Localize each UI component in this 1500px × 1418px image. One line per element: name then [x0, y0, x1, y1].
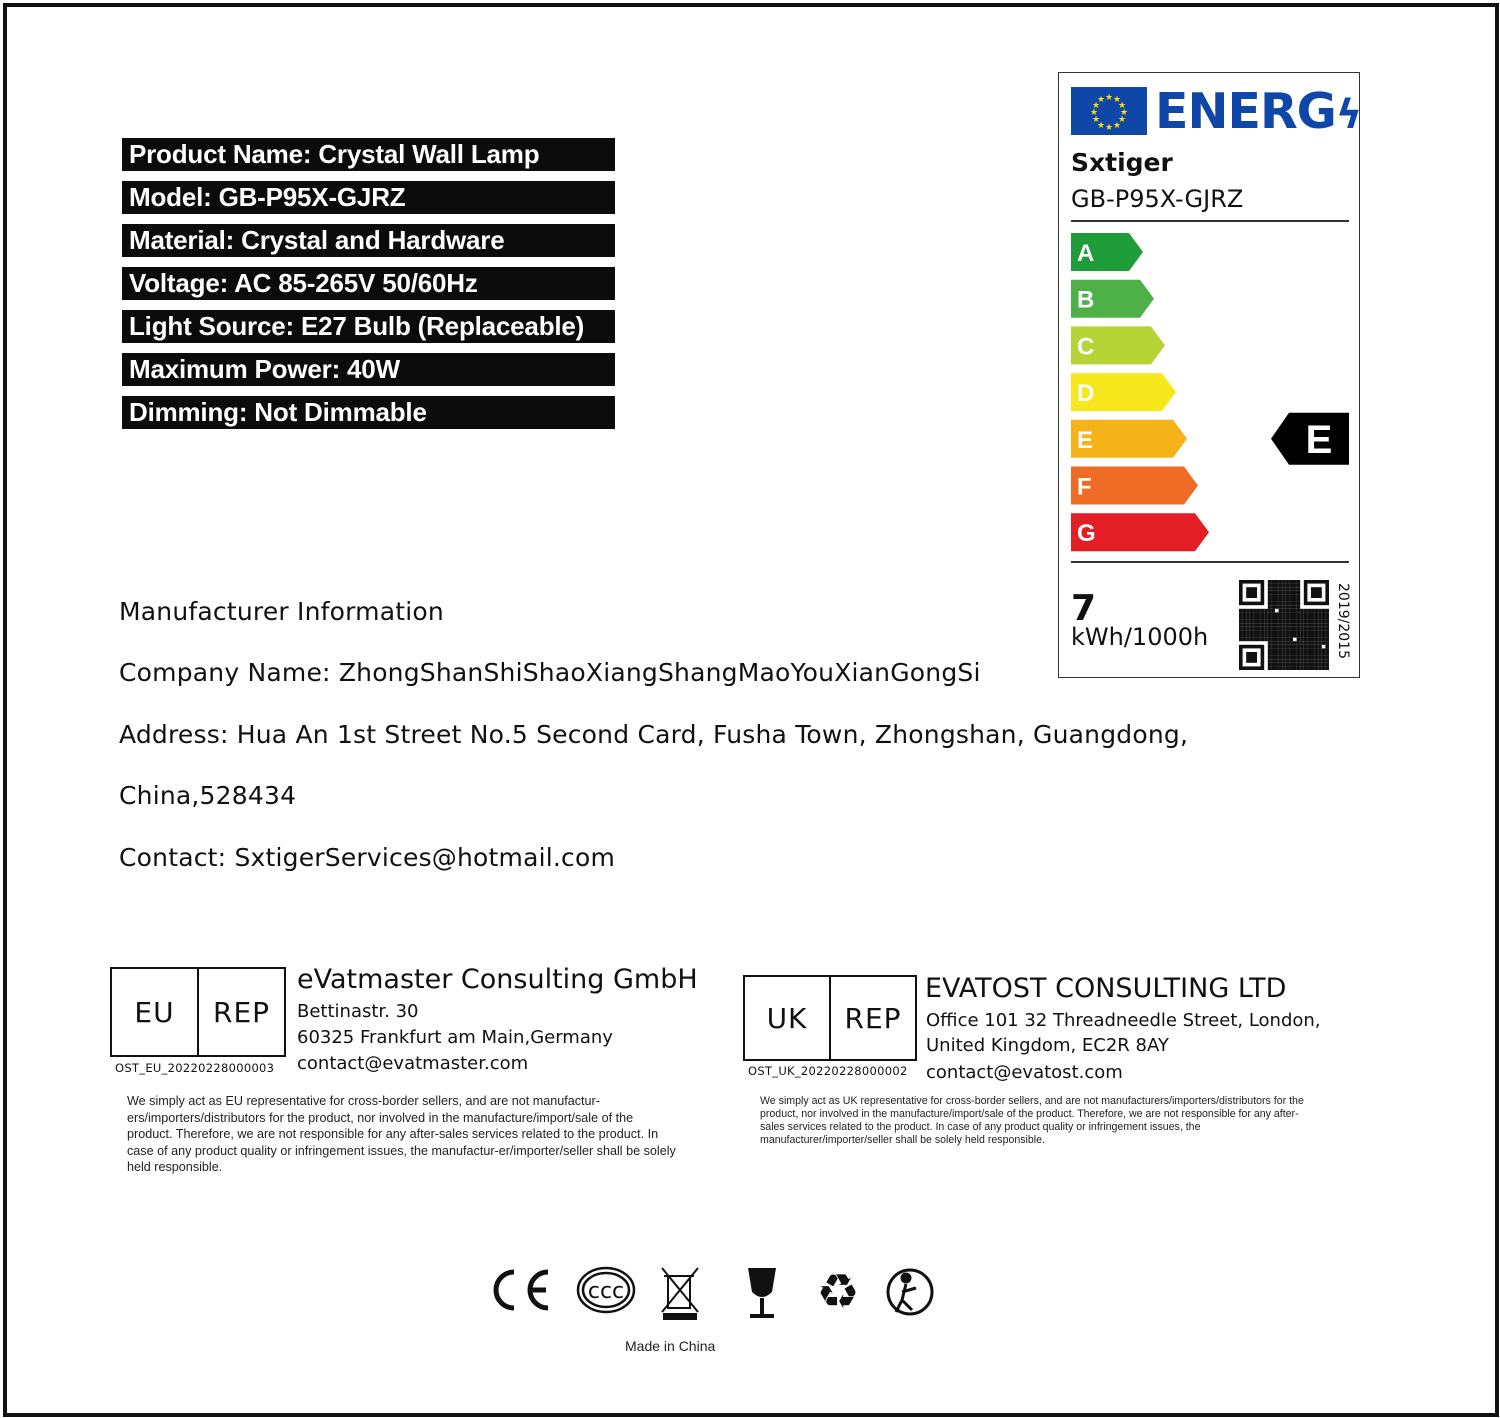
svg-text:ccc: ccc — [587, 1279, 625, 1304]
spec-material: Material: Crystal and Hardware — [122, 224, 615, 257]
spec-product-name: Product Name: Crystal Wall Lamp — [122, 138, 615, 171]
svg-text:★: ★ — [1117, 115, 1127, 125]
energy-class-letter-g: G — [1077, 520, 1096, 548]
uk-rep-box — [743, 975, 917, 1061]
contact — [119, 843, 615, 872]
eu-rep-code: OST_EU_20220228000003 — [115, 1061, 275, 1075]
uk-rep-box-right: REP — [829, 977, 915, 1059]
address — [119, 720, 1188, 749]
consumption-value: 7 — [1071, 588, 1097, 629]
energy-rating-letter: E — [1305, 417, 1333, 462]
svg-text:★: ★ — [1096, 121, 1106, 131]
uk-rep-city: United Kingdom, EC2R 8AY — [926, 1035, 1169, 1056]
spec-light-source: Light Source: E27 Bulb (Replaceable) — [122, 310, 615, 343]
svg-text:★: ★ — [1089, 108, 1099, 118]
address-label: Address — [119, 720, 220, 749]
eu-rep-box-left: EU — [134, 995, 175, 1029]
regulation-number: 2019/2015 — [1335, 583, 1351, 659]
energy-class-letter-b: B — [1077, 286, 1095, 314]
energy-class-letter-c: C — [1077, 333, 1095, 361]
uk-rep-box-left: UK — [766, 1001, 808, 1035]
qr-code-icon — [1239, 580, 1329, 670]
eu-rep-street: Bettinastr. 30 — [297, 1001, 419, 1022]
eu-rep-disclaimer: We simply act as EU representative for cross-border sellers, and are not manufactur-ers/importers/distributors for the product, nor involved in the manufacture/import/sale of the product. Therefore, we are not responsible for any after-sales services related to the product. In case of any product quality or infringement issues, the manufactur-er/importer/seller shall be solely held responsible. — [127, 1094, 676, 1174]
energy-class-letter-d: D — [1077, 380, 1095, 408]
company-label: Company Name — [119, 658, 323, 687]
ccc-mark-icon — [578, 1268, 634, 1312]
energy-class-letter-f: F — [1077, 473, 1092, 501]
manufacturer-heading: Manufacturer Information — [119, 597, 444, 626]
svg-text:★: ★ — [1091, 115, 1101, 125]
svg-text:♻: ♻ — [816, 1264, 860, 1320]
consumption-unit: kWh/1000h — [1071, 623, 1209, 651]
contact-value: : SxtigerServices@hotmail.com — [217, 843, 616, 872]
uk-rep-email: contact@evatost.com — [926, 1062, 1123, 1083]
energy-class-letter-a: A — [1077, 240, 1095, 267]
recycle-icon — [816, 1264, 859, 1320]
energy-header — [1155, 83, 1361, 140]
energy-header-text: ENERG — [1155, 83, 1336, 140]
uk-rep-code: OST_UK_20220228000002 — [748, 1064, 908, 1078]
spec-dimming: Dimming: Not Dimmable — [122, 396, 615, 429]
svg-text:★: ★ — [1112, 95, 1122, 105]
tidyman-icon — [888, 1270, 932, 1314]
energy-class-scale — [1071, 233, 1351, 553]
contact-label: Contact — [119, 843, 218, 872]
svg-text:★: ★ — [1119, 108, 1129, 118]
eu-rep-email: contact@evatmaster.com — [297, 1053, 529, 1074]
address-value: : Hua An 1st Street No.5 Second Card, Fusha Town, Zhongshan, Guangdong, — [219, 720, 1189, 749]
lightning-icon: ϟ — [1335, 92, 1362, 138]
svg-text:★: ★ — [1096, 95, 1106, 105]
energy-model: GB-P95X-GJRZ — [1071, 185, 1244, 213]
energy-class-letter-e: E — [1077, 426, 1094, 454]
company-name — [119, 658, 981, 687]
svg-text:★: ★ — [1104, 93, 1114, 103]
ce-mark-icon — [496, 1272, 548, 1308]
address-line2: China,528434 — [119, 781, 297, 810]
svg-text:★: ★ — [1117, 101, 1127, 111]
weee-bin-icon — [662, 1268, 698, 1319]
uk-rep-street: Office 101 32 Threadneedle Street, London, — [926, 1010, 1321, 1031]
divider — [1071, 220, 1349, 222]
spec-voltage: Voltage: AC 85-265V 50/60Hz — [122, 267, 615, 300]
uk-rep-name: EVATOST CONSULTING LTD — [925, 973, 1287, 1004]
eu-rep-name: eVatmaster Consulting GmbH — [297, 964, 698, 995]
eu-rep-box — [110, 967, 286, 1057]
divider — [1071, 561, 1349, 563]
svg-text:★: ★ — [1112, 121, 1122, 131]
spec-max-power: Maximum Power: 40W — [122, 353, 615, 386]
compliance-icons — [486, 1262, 946, 1322]
eu-rep-city: 60325 Frankfurt am Main,Germany — [297, 1027, 613, 1048]
energy-brand: Sxtiger — [1071, 148, 1173, 177]
product-spec-list — [122, 138, 615, 439]
uk-rep-disclaimer: We simply act as UK representative for cross-border sellers, and are not manufacturers/importers/distributors for the product, nor involved in the manufacture/import/sale of the product. Therefore, we are not responsible for any after-sales services related to the product. In case of any product quality or infringement issues, the manufacturer/importer/seller shall be solely held responsible. — [760, 1095, 1304, 1146]
company-value: : ZhongShanShiShaoXiangShangMaoYouXianGongSi — [322, 658, 981, 687]
fragile-glass-icon — [748, 1268, 776, 1318]
svg-text:★: ★ — [1104, 123, 1114, 133]
energy-label — [1058, 72, 1360, 678]
eu-flag-icon — [1071, 87, 1147, 135]
eu-rep-box-right: REP — [197, 969, 284, 1055]
made-in-text: Made in China — [625, 1338, 716, 1354]
spec-model: Model: GB-P95X-GJRZ — [122, 181, 615, 214]
svg-text:★: ★ — [1091, 101, 1101, 111]
